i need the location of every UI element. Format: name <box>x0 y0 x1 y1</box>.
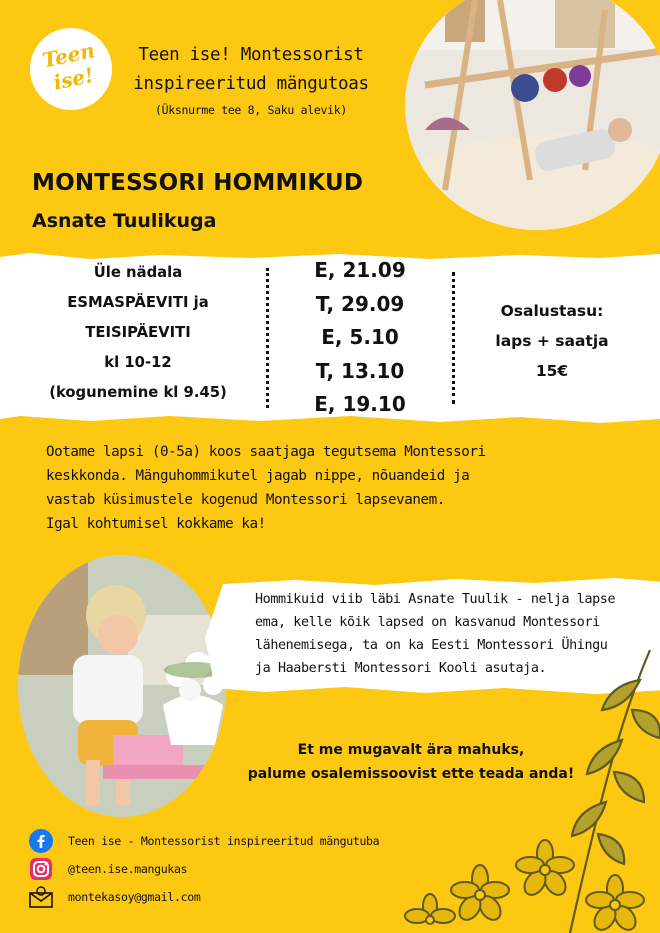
org-address: (Üksnurme tee 8, Saku alevik) <box>154 103 348 117</box>
bio-line: lähenemisega, ta on ka Eesti Montessori Ühingu <box>255 638 608 653</box>
logo <box>30 28 112 110</box>
schedule-line: ESMASPÄEVITI ja <box>67 294 209 311</box>
page-title: MONTESSORI HOMMIKUD <box>32 170 364 196</box>
fee-line: laps + saatja <box>495 332 609 350</box>
bio-line: ja Haabersti Montessori Kooli asutaja. <box>255 661 547 676</box>
instagram-text: @teen.ise.mangukas <box>68 862 188 876</box>
date-item: E, 19.10 <box>314 392 406 416</box>
intro-line: Igal kohtumisel kokkame ka! <box>46 516 266 532</box>
date-item: E, 5.10 <box>321 325 399 349</box>
intro-line: Ootame lapsi (0-5a) koos saatjaga tegutsema Montessori <box>46 444 486 460</box>
logo-text: Teen ise! <box>40 38 97 95</box>
instagram-icon <box>28 856 54 882</box>
contact-instagram[interactable] <box>28 856 187 882</box>
intro-line: vastab küsimustele kogenud Montessori lapsevanem. <box>46 492 445 508</box>
date-list <box>275 254 445 422</box>
fee-info <box>462 296 642 386</box>
intro-line: keskkonda. Mänguhommikutel jagab nippe, nõuandeid ja <box>46 468 470 484</box>
schedule-line: (kogunemine kl 9.45) <box>49 384 227 401</box>
org-name: Teen ise! Montessorist inspireeritud mängutoas <box>133 45 369 94</box>
notice-line: palume osalemissoovist ette teada anda! <box>247 766 575 782</box>
notice-line: Et me mugavalt ära mahuks, <box>297 742 525 758</box>
schedule-info <box>14 258 262 408</box>
contact-facebook[interactable] <box>28 828 379 854</box>
playroom-photo <box>405 0 660 230</box>
date-item: T, 29.09 <box>315 291 405 316</box>
bio-line: Hommikuid viib läbi Asnate Tuulik - nelja lapse <box>255 592 616 607</box>
divider-left <box>266 268 269 408</box>
divider-right <box>452 272 455 404</box>
facebook-text: Teen ise - Montessorist inspireeritud mängutuba <box>68 834 380 848</box>
schedule-line: kl 10-12 <box>104 354 172 371</box>
schedule-line: TEISIPÄEVITI <box>85 324 191 341</box>
fee-line: Osalustasu: <box>500 302 604 320</box>
page-subtitle: Asnate Tuulikuga <box>32 210 217 232</box>
facebook-icon <box>28 828 54 854</box>
date-item: E, 21.09 <box>314 258 406 282</box>
child-photo <box>18 555 226 817</box>
contact-email[interactable] <box>28 884 200 910</box>
email-text: montekasoy@gmail.com <box>68 890 201 904</box>
bio-line: ema, kelle kõik lapsed on kasvanud Montessori <box>255 615 600 630</box>
email-icon <box>28 884 54 910</box>
schedule-line: Üle nädala <box>93 264 183 281</box>
fee-line: 15€ <box>535 362 569 380</box>
leaf-decoration <box>370 640 660 933</box>
date-item: T, 13.10 <box>315 358 405 383</box>
intro-paragraph <box>46 440 626 536</box>
